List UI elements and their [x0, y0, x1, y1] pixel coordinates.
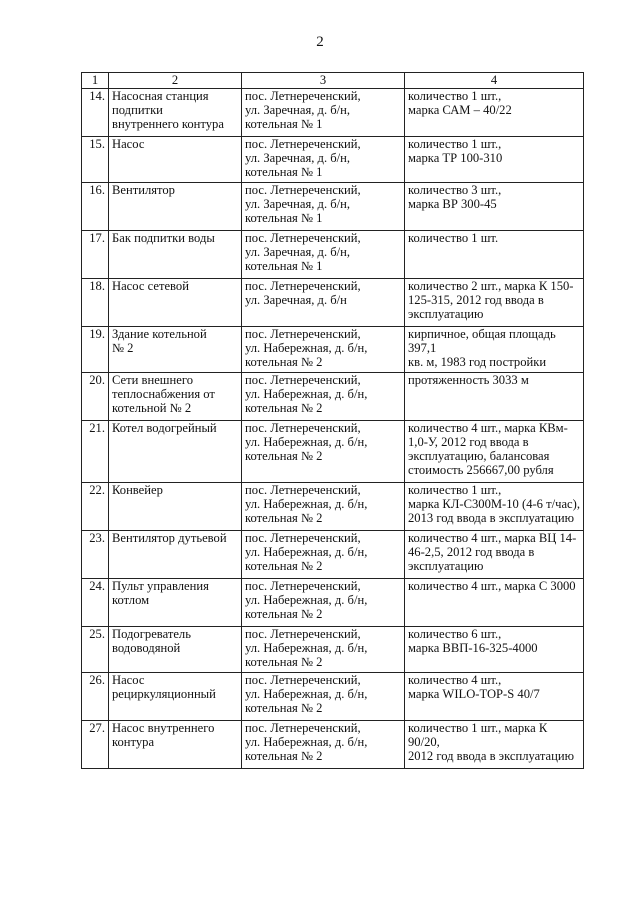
table-body: [82, 89, 584, 769]
item-name: Пульт управления котлом: [109, 579, 242, 627]
item-name: Насосная станция подпитки внутреннего контура: [109, 89, 242, 137]
item-details: количество 4 шт., марка ВЦ 14- 46-2,5, 2012 год ввода в эксплуатацию: [405, 531, 584, 579]
row-number: 14.: [82, 89, 109, 137]
row-number: 19.: [82, 327, 109, 373]
item-address: пос. Летнереченский, ул. Заречная, д. б/н, котельная № 1: [242, 183, 405, 231]
table-row: [82, 673, 584, 721]
row-number: 23.: [82, 531, 109, 579]
item-name: Подогреватель водоводяной: [109, 627, 242, 673]
table-row: [82, 137, 584, 183]
item-details: количество 2 шт., марка К 150- 125-315, 2012 год ввода в эксплуатацию: [405, 279, 584, 327]
item-details: количество 4 шт., марка КВм- 1,0-У, 2012 год ввода в эксплуатацию, балансовая стоимость 256667,00 рубля: [405, 421, 584, 483]
item-address: пос. Летнереченский, ул. Заречная, д. б/н, котельная № 1: [242, 231, 405, 279]
row-number: 25.: [82, 627, 109, 673]
row-number: 24.: [82, 579, 109, 627]
item-name: Бак подпитки воды: [109, 231, 242, 279]
column-header-1: 1: [82, 73, 109, 89]
table-row: [82, 421, 584, 483]
row-number: 22.: [82, 483, 109, 531]
item-name: Сети внешнего теплоснабжения от котельной № 2: [109, 373, 242, 421]
item-address: пос. Летнереченский, ул. Заречная, д. б/н: [242, 279, 405, 327]
row-number: 21.: [82, 421, 109, 483]
table-row: [82, 531, 584, 579]
item-address: пос. Летнереченский, ул. Набережная, д. б/н, котельная № 2: [242, 531, 405, 579]
item-name: Насос рециркуляционный: [109, 673, 242, 721]
item-address: пос. Летнереченский, ул. Набережная, д. б/н, котельная № 2: [242, 627, 405, 673]
row-number: 20.: [82, 373, 109, 421]
item-details: количество 1 шт., марка КЛ-С300М-10 (4-6 т/час), 2013 год ввода в эксплуатацию: [405, 483, 584, 531]
page-number: 2: [316, 34, 324, 50]
item-address: пос. Летнереченский, ул. Набережная, д. б/н, котельная № 2: [242, 579, 405, 627]
item-name: Конвейер: [109, 483, 242, 531]
item-address: пос. Летнереченский, ул. Набережная, д. б/н, котельная № 2: [242, 483, 405, 531]
item-name: Здание котельной № 2: [109, 327, 242, 373]
table-row: [82, 373, 584, 421]
item-details: количество 1 шт.: [405, 231, 584, 279]
property-table: [81, 72, 584, 769]
header-row: [82, 73, 584, 89]
item-details: количество 4 шт., марка С 3000: [405, 579, 584, 627]
item-name: Насос внутреннего контура: [109, 721, 242, 769]
table-row: [82, 579, 584, 627]
item-details: количество 1 шт., марка К 90/20, 2012 год ввода в эксплуатацию: [405, 721, 584, 769]
table-row: [82, 279, 584, 327]
column-header-3: 3: [242, 73, 405, 89]
table-row: [82, 183, 584, 231]
item-details: количество 1 шт., марка САМ – 40/22: [405, 89, 584, 137]
item-details: количество 4 шт., марка WILO-TOP-S 40/7: [405, 673, 584, 721]
table-row: [82, 483, 584, 531]
row-number: 16.: [82, 183, 109, 231]
item-address: пос. Летнереченский, ул. Набережная, д. б/н, котельная № 2: [242, 373, 405, 421]
column-header-4: 4: [405, 73, 584, 89]
table-row: [82, 89, 584, 137]
item-address: пос. Летнереченский, ул. Заречная, д. б/н, котельная № 1: [242, 137, 405, 183]
item-address: пос. Летнереченский, ул. Набережная, д. б/н, котельная № 2: [242, 327, 405, 373]
item-name: Вентилятор: [109, 183, 242, 231]
item-name: Котел водогрейный: [109, 421, 242, 483]
table-row: [82, 721, 584, 769]
item-address: пос. Летнереченский, ул. Заречная, д. б/н, котельная № 1: [242, 89, 405, 137]
table-row: [82, 327, 584, 373]
item-name: Насос сетевой: [109, 279, 242, 327]
row-number: 15.: [82, 137, 109, 183]
item-address: пос. Летнереченский, ул. Набережная, д. б/н, котельная № 2: [242, 721, 405, 769]
row-number: 26.: [82, 673, 109, 721]
table-row: [82, 231, 584, 279]
row-number: 18.: [82, 279, 109, 327]
table-row: [82, 627, 584, 673]
item-address: пос. Летнереченский, ул. Набережная, д. б/н, котельная № 2: [242, 673, 405, 721]
item-address: пос. Летнереченский, ул. Набережная, д. б/н, котельная № 2: [242, 421, 405, 483]
row-number: 27.: [82, 721, 109, 769]
item-details: протяженность 3033 м: [405, 373, 584, 421]
item-details: количество 1 шт., марка ТР 100-310: [405, 137, 584, 183]
item-details: кирпичное, общая площадь 397,1 кв. м, 1983 год постройки: [405, 327, 584, 373]
item-details: количество 6 шт., марка ВВП-16-325-4000: [405, 627, 584, 673]
table-header: [82, 73, 584, 89]
item-name: Насос: [109, 137, 242, 183]
item-details: количество 3 шт., марка ВР 300-45: [405, 183, 584, 231]
column-header-2: 2: [109, 73, 242, 89]
item-name: Вентилятор дутьевой: [109, 531, 242, 579]
row-number: 17.: [82, 231, 109, 279]
